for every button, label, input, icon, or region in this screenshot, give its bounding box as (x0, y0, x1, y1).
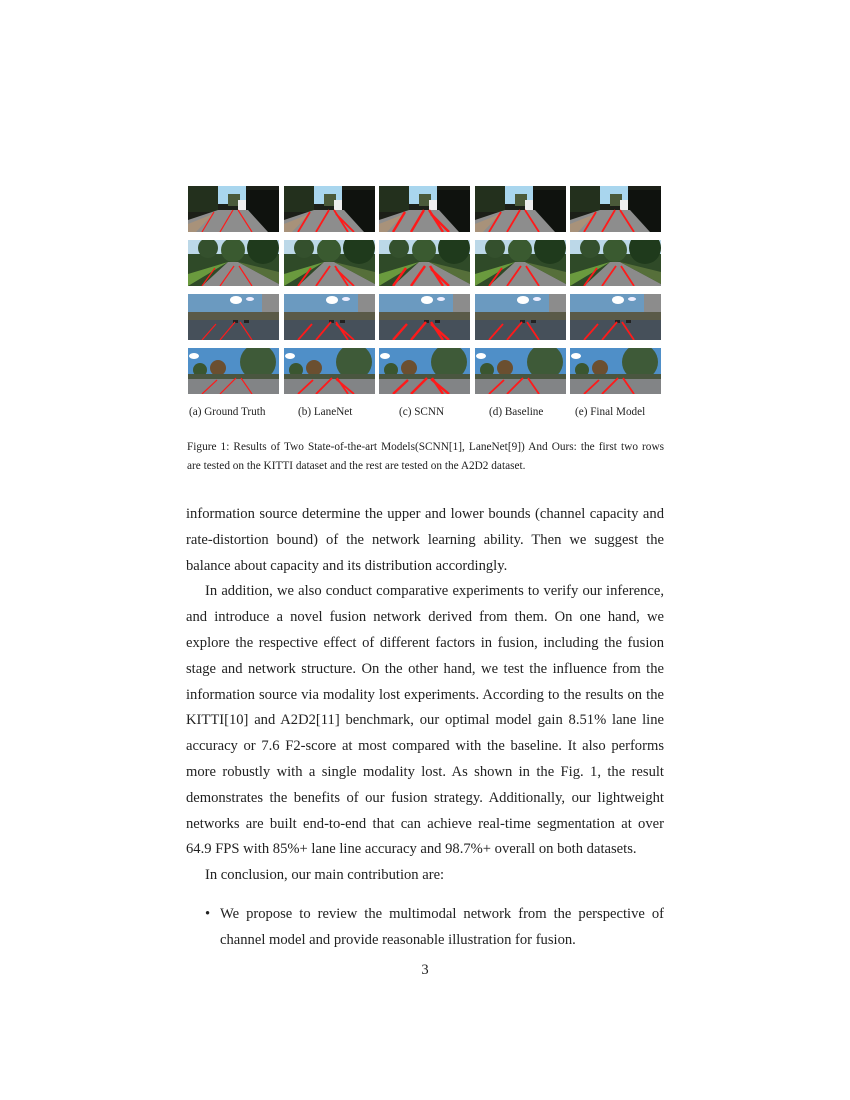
result-thumbnail (475, 348, 566, 394)
subcaption-final-model: (e) Final Model (575, 406, 646, 418)
result-thumbnail (379, 348, 470, 394)
result-thumbnail (379, 294, 470, 340)
result-thumbnail (475, 186, 566, 232)
result-thumbnail (475, 294, 566, 340)
result-thumbnail (570, 294, 661, 340)
paragraph: In conclusion, our main contribution are: (205, 867, 445, 884)
body-text (186, 502, 664, 954)
result-thumbnail (570, 240, 661, 286)
result-thumbnail (284, 294, 375, 340)
figure-row (188, 240, 661, 286)
result-thumbnail (284, 348, 375, 394)
figure-row (188, 294, 661, 340)
subcaption-scnn: (c) SCNN (399, 406, 445, 418)
paragraph: In addition, we also conduct comparative experiments to verify our inference, and introduce a novel fusion network derived from them. On one hand, we explore the respective effect of different factors in fusion, including the fusion stage and network structure. On the other hand, we test the influence from the information source via modality lost experiments. According to the results on the KITTI[10] and A2D2[11] benchmark, our optimal model gain 8.51% lane line accuracy or 7.6 F2-score at most compared with the baseline. It also performs more robustly with a single modality lost. As shown in the Fig. 1, the result demonstrates the benefits of our fusion strategy. Additionally, our lightweight networks are built end-to-end that can achieve real-time segmentation at over 64.9 FPS with 85%+ lane line accuracy and 98.7%+ overall on both datasets. (186, 583, 664, 858)
figure-image-grid (188, 186, 661, 402)
result-thumbnail (570, 348, 661, 394)
paragraph: information source determine the upper and lower bounds (channel capacity and rate-distortion bound) of the network learning ability. Then we suggest the balance about capacity and its distribution accordingly. (186, 506, 664, 574)
subcaption-ground-truth: (a) Ground Truth (189, 406, 266, 418)
result-thumbnail (188, 294, 279, 340)
result-thumbnail (570, 186, 661, 232)
subcaption-baseline: (d) Baseline (489, 406, 544, 418)
result-thumbnail (379, 240, 470, 286)
result-thumbnail (284, 186, 375, 232)
result-thumbnail (188, 186, 279, 232)
subcaption-lanenet: (b) LaneNet (298, 406, 353, 418)
figure-caption: Figure 1: Results of Two State-of-the-art Models(SCNN[1], LaneNet[9]) And Ours: the first two rows are tested on the KITTI dataset and the rest are tested on the A2D2 dataset. (187, 441, 664, 472)
result-thumbnail (284, 240, 375, 286)
figure-row (188, 348, 661, 394)
result-thumbnail (188, 348, 279, 394)
figure-row (188, 186, 661, 232)
bullet-item (186, 902, 664, 954)
result-thumbnail (379, 186, 470, 232)
bullet-icon: • (205, 905, 211, 922)
page-number: 3 (421, 962, 429, 978)
result-thumbnail (188, 240, 279, 286)
bullet-text: We propose to review the multimodal network from the perspective of channel model and provide reasonable illustration for fusion. (220, 905, 664, 948)
result-thumbnail (475, 240, 566, 286)
